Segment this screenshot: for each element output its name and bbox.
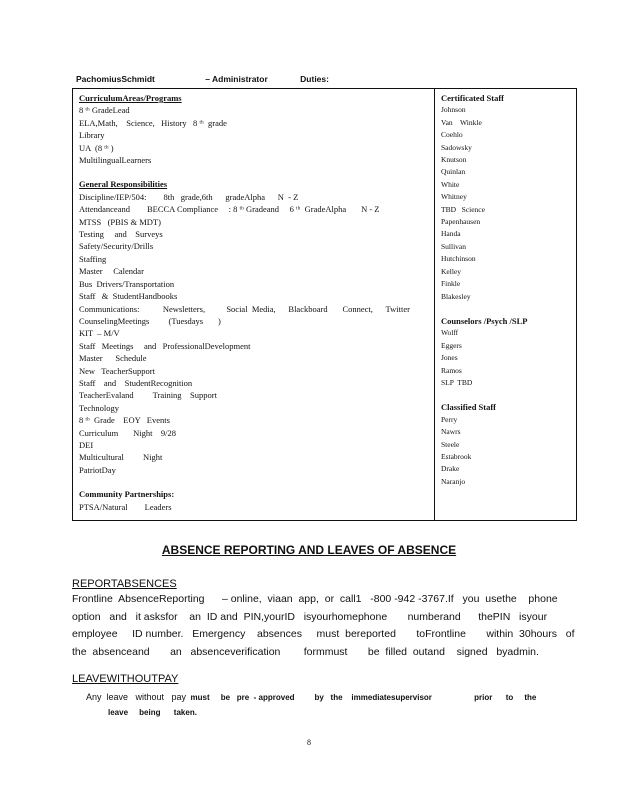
list-item: Multicultural Night xyxy=(79,452,163,463)
report-absences-heading: REPORTABSENCES xyxy=(72,578,177,590)
list-item: PatriotDay xyxy=(79,464,116,475)
counselors-list xyxy=(441,327,570,389)
list-item: Attendanceand BECCA Compliance : 8 ᵗʰ Gradeand 6 ᵗʰ GradeAlpha N - Z xyxy=(79,204,380,215)
list-item: Eggers xyxy=(441,340,462,350)
curriculum-heading: CurriculumAreas/Programs xyxy=(79,93,182,103)
list-item: Master Calendar xyxy=(79,266,144,277)
list-item: Library xyxy=(79,130,105,141)
list-item: Staffing xyxy=(79,253,107,264)
list-item: Johnson xyxy=(441,105,466,115)
list-item: Perry xyxy=(441,414,458,424)
list-item: Coehlo xyxy=(441,130,463,140)
staff-right-column xyxy=(435,89,576,520)
leave-without-pay-paragraph xyxy=(86,690,537,720)
admin-name: PachomiusSchmidt xyxy=(76,74,155,84)
list-item: UA (8 ᵗʰ ) xyxy=(79,142,114,153)
list-item: Jones xyxy=(441,353,458,363)
leave-text-bold: must be pre - approved by the immediatesupervisor prior to the xyxy=(186,693,537,702)
leave-text-plain: Any leave without pay xyxy=(86,692,187,702)
list-item: Papenhausen xyxy=(441,217,481,227)
list-item: Naranjo xyxy=(441,476,466,486)
list-item: Staff & StudentHandbooks xyxy=(79,291,178,302)
list-item: 8 ᵗʰ GradeLead xyxy=(79,105,130,116)
report-absences-paragraph xyxy=(72,591,575,661)
list-item: Bus Drivers/Transportation xyxy=(79,278,175,289)
certificated-heading: Certificated Staff xyxy=(441,93,505,103)
list-item: Whitney xyxy=(441,192,467,202)
list-item: Estabrook xyxy=(441,451,472,461)
list-item: White xyxy=(441,179,460,189)
list-item: Sadowsky xyxy=(441,142,472,152)
report-line: the absenceand an absenceverification formmust be filled outand signed byadmin. xyxy=(72,645,539,658)
list-item: DEI xyxy=(79,439,94,450)
list-item: Technology xyxy=(79,402,120,413)
general-list xyxy=(79,191,428,476)
admin-role: – Administrator xyxy=(205,74,268,84)
page-number: 8 xyxy=(307,738,311,747)
list-item: Ramos xyxy=(441,365,462,375)
list-item: Testing and Surveys xyxy=(79,229,163,240)
list-item: KIT – M/V xyxy=(79,328,120,339)
list-item: CounselingMeetings (Tuesdays ) xyxy=(79,315,221,326)
list-item: Handa xyxy=(441,229,461,239)
list-item: Nawrs xyxy=(441,427,461,437)
list-item: Van Winkle xyxy=(441,117,482,127)
list-item: Master Schedule xyxy=(79,353,147,364)
list-item: Drake xyxy=(441,464,460,474)
list-item: SLP TBD xyxy=(441,377,473,387)
certificated-list xyxy=(441,104,570,303)
general-responsibilities-heading: General Responsibilities xyxy=(79,179,168,190)
list-item: Finkle xyxy=(441,279,461,289)
duties-table xyxy=(72,88,577,521)
list-item: New TeacherSupport xyxy=(79,365,155,376)
list-item: TeacherEvaland Training Support xyxy=(79,390,217,401)
administrator-header xyxy=(76,74,576,84)
list-item: MultilingualLearners xyxy=(79,155,152,166)
classified-list xyxy=(441,414,570,488)
list-item: MTSS (PBIS & MDT) xyxy=(79,216,161,227)
report-line: option and it asksfor an ID and PIN,yourID isyourhomephone numberand thePIN isyour xyxy=(72,610,548,623)
list-item: 8 ᵗʰ Grade EOY Events xyxy=(79,415,170,426)
list-item: Blakesley xyxy=(441,291,471,301)
counselors-heading: Counselors /Psych /SLP xyxy=(441,315,528,326)
list-item: Staff Meetings and ProfessionalDevelopment xyxy=(79,340,251,351)
list-item: Discipline/IEP/504: 8th grade,6th gradeAlpha N - Z xyxy=(79,191,299,202)
list-item: Safety/Security/Drills xyxy=(79,241,154,252)
list-item: Wolff xyxy=(441,328,459,338)
list-item: Staff and StudentRecognition xyxy=(79,377,193,388)
list-item: Hutchinson xyxy=(441,254,476,264)
list-item: ELA,Math, Science, History 8 ᵗʰ grade xyxy=(79,117,227,128)
list-item: Steele xyxy=(441,439,460,449)
list-item: Sullivan xyxy=(441,241,467,251)
list-item: PTSA/Natural Leaders xyxy=(79,501,172,512)
list-item: Quinlan xyxy=(441,167,466,177)
leave-without-pay-heading: LEAVEWITHOUTPAY xyxy=(72,673,179,685)
classified-heading: Classified Staff xyxy=(441,402,497,413)
list-item: TBD Science xyxy=(441,204,485,214)
absence-section-title: ABSENCE REPORTING AND LEAVES OF ABSENCE xyxy=(161,543,457,557)
list-item: Kelley xyxy=(441,266,461,276)
community-heading: Community Partnerships: xyxy=(79,489,175,500)
report-line: employee ID number. Emergency absences must bereported toFrontline within 30hours of xyxy=(72,628,575,640)
curriculum-list xyxy=(79,104,428,166)
duties-left-column xyxy=(73,89,435,520)
list-item: Knutson xyxy=(441,155,467,165)
report-line: Frontline AbsenceReporting – online, viaan app, or call1 -800 -942 -3767.If you usethe phone xyxy=(72,593,558,605)
leave-text-bold-2: leave being taken. xyxy=(108,708,197,717)
community-list xyxy=(79,501,428,513)
list-item: Communications: Newsletters, Social Media, Blackboard Connect, Twitter xyxy=(79,303,410,314)
list-item: Curriculum Night 9/28 xyxy=(79,427,177,438)
duties-label: Duties: xyxy=(300,74,329,84)
